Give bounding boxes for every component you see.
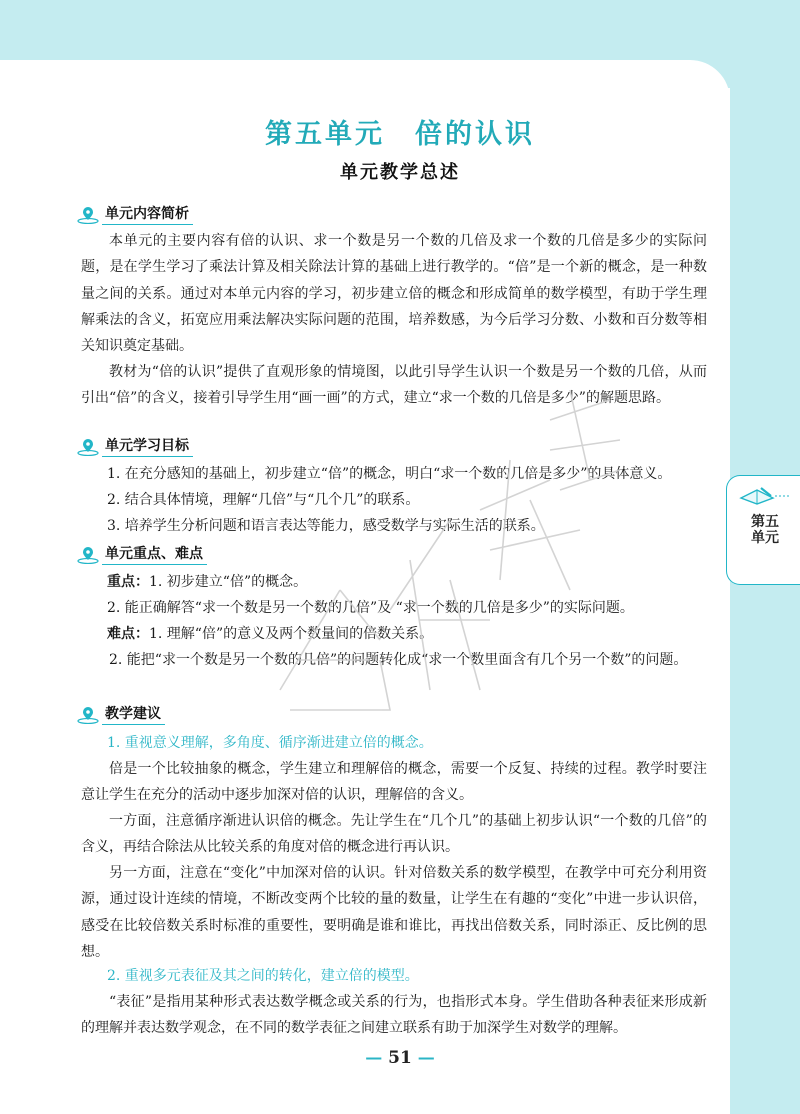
book-pencil-icon — [737, 484, 793, 506]
section-label: 教学建议 — [102, 706, 165, 725]
unit-title-name: 倍的认识 — [415, 119, 535, 150]
content-paragraph-2: 教材为“倍的认识”提供了直观形象的情境图，以此引导学生认识一个数是另一个数的几倍，从而引出“倍”的含义，接着引导学生用“画一画”的方式，建立“求一个数的几倍是多少”的解题思路。 — [81, 364, 707, 407]
goal-item: 3. 培养学生分析问题和语言表达等能力，感受数学与实际生活的联系。 — [107, 518, 545, 534]
suggestion-heading-2: 2. 重视多元表征及其之间的转化，建立倍的模型。 — [107, 968, 419, 984]
suggestion-paragraph-4: “表征”是指用某种形式表达数学概念或关系的行为，也指形式本身。学生借助各种表征来形成新的理解并表达数学观念，在不同的数学表征之间建立联系有助于加深学生对数学的理解。 — [81, 994, 707, 1037]
unit-title — [0, 112, 800, 151]
side-tab — [726, 475, 800, 585]
sub-title: 单元教学总述 — [340, 162, 460, 183]
side-band — [730, 88, 800, 1114]
section-heading-content — [76, 205, 193, 225]
goal-item: 1. 在充分感知的基础上，初步建立“倍”的概念，明白“求一个数的几倍是多少”的具体意义。 — [107, 466, 672, 482]
location-pin-icon — [76, 706, 102, 724]
page-dash-left: — — [365, 1048, 383, 1068]
section-heading-keypoints — [76, 545, 207, 565]
key-point-1 — [107, 569, 733, 595]
key-label: 重点： — [107, 574, 149, 590]
location-pin-icon — [76, 438, 102, 456]
unit-title-number: 第五单元 — [265, 119, 385, 150]
section-heading-goals — [76, 437, 193, 457]
content-paragraph-1: 本单元的主要内容有倍的认识、求一个数是另一个数的几倍及求一个数的几倍是多少的实际问题，是在学生学习了乘法计算及相关除法计算的基础上进行教学的。“倍”是一个新的概念，是一种数量之间的关系。通过对本单元内容的学习，初步建立倍的概念和形成简单的数学模型，有助于学生理解乘法的含义，拓宽应用乘法解决实际问题的范围，培养数感，为今后学习分数、小数和百分数等相关知识奠定基础。 — [81, 233, 707, 355]
difficulty-text: 1. 理解“倍”的意义及两个数量间的倍数关系。 — [149, 626, 434, 642]
side-tab-label: 第五单元 — [751, 514, 779, 546]
difficulty-label: 难点： — [107, 626, 149, 642]
location-pin-icon — [76, 206, 102, 224]
difficulty-1 — [107, 621, 733, 647]
section-label: 单元内容简析 — [102, 206, 193, 225]
suggestion-paragraph-2: 一方面，注意循序渐进认识倍的概念。先让学生在“几个几”的基础上初步认识“一个数的几倍”的含义，再结合除法从比较关系的角度对倍的概念进行再认识。 — [81, 813, 707, 856]
page-number — [0, 1048, 800, 1068]
section-label: 单元重点、难点 — [102, 546, 207, 565]
suggestion-paragraph-3: 另一方面，注意在“变化”中加深对倍的认识。针对倍数关系的数学模型，在教学中可充分利用资源，通过设计连续的情境，不断改变两个比较的量的数量，让学生在有趣的“变化”中进一步认识倍，感受在比较倍数关系时标准的重要性，要明确是谁和谁比，再找出倍数关系，同时添正、反比例的思想。 — [81, 865, 707, 960]
difficulty-2: 2. 能把“求一个数是另一个数的几倍”的问题转化成“求一个数里面含有几个另一个数”的问题。 — [109, 652, 688, 668]
key-point-2: 2. 能正确解答“求一个数是另一个数的几倍”及 “求一个数的几倍是多少”的实际问题。 — [107, 600, 634, 616]
section-label: 单元学习目标 — [102, 438, 193, 457]
key-text: 1. 初步建立“倍”的概念。 — [149, 574, 308, 590]
location-pin-icon — [76, 546, 102, 564]
suggestion-paragraph-1: 倍是一个比较抽象的概念，学生建立和理解倍的概念，需要一个反复、持续的过程。教学时要注意让学生在充分的活动中逐步加深对倍的认识，理解倍的含义。 — [81, 761, 707, 804]
goal-item: 2. 结合具体情境，理解“几倍”与“几个几”的联系。 — [107, 492, 420, 508]
page-number-value: 51 — [388, 1048, 412, 1068]
page-dash-right: — — [417, 1048, 435, 1068]
suggestion-heading-1: 1. 重视意义理解，多角度、循序渐进建立倍的概念。 — [107, 735, 433, 751]
top-curve — [0, 60, 730, 120]
section-heading-suggestions — [76, 705, 165, 725]
